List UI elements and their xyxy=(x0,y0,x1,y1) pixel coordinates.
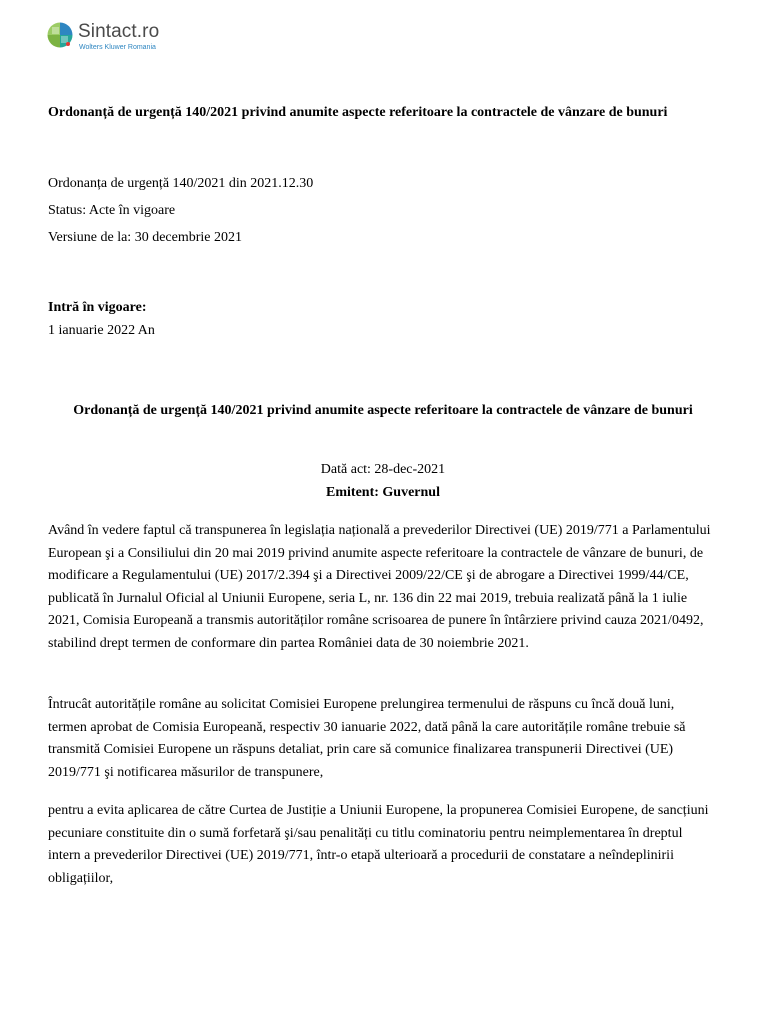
effective-date-section xyxy=(48,297,708,342)
document-title: Ordonanță de urgență 140/2021 privind anumite aspecte referitoare la contractele de vânzare de bunuri xyxy=(48,105,668,120)
act-heading: Ordonanță de urgență 140/2021 privind anumite aspecte referitoare la contractele de vânzare de bunuri xyxy=(73,403,693,418)
effective-date-value: 1 ianuarie 2022 An xyxy=(48,322,155,338)
sintact-logo[interactable] xyxy=(47,22,159,51)
logo-subtitle: Wolters Kluwer Romania xyxy=(79,44,156,51)
document-meta xyxy=(48,173,708,254)
act-status: Status: Acte în vigoare xyxy=(48,203,176,218)
effective-date-label: Intră în vigoare: xyxy=(48,300,147,315)
act-date: Dată act: 28-dec-2021 xyxy=(320,462,446,477)
act-reference: Ordonanța de urgență 140/2021 din 2021.12.30 xyxy=(48,176,314,191)
sintact-logo-icon xyxy=(47,22,73,48)
act-info xyxy=(48,459,718,504)
body-paragraph: pentru a evita aplicarea de către Curtea de Justiție a Uniunii Europene, la propunerea Comisiei Europene, de sancțiuni pecuniare constituite din o sumă forfetară şi/sau penalități cu titlu cominatoriu pentru neimplementarea în dreptul intern a prevederilor Directivei (UE) 2019/771, într-o etapă ulterioară a procedurii de constatare a neîndeplinirii obligațiilor, xyxy=(48,803,709,886)
logo-title: Sintact.ro xyxy=(78,21,160,42)
body-paragraph: Având în vedere faptul că transpunerea în legislația națională a prevederilor Directivei (UE) 2019/771 a Parlamentului European şi a Consiliului din 20 mai 2019 privind anumite aspecte referitoare la contractele de vânzare de bunuri, de modificare a Regulamentului (UE) 2017/2.394 şi a Directivei 2009/22/CE şi de abrogare a Directivei 1999/44/CE, publicată în Jurnalul Oficial al Uniunii Europene, seria L, nr. 136 din 22 mai 2019, trebuia realizată până la 1 iulie 2021, Comisia Europeană a transmis autorităților române scrisoarea de punere în întârziere privind cauza 2021/0492, stabilind drept termen de conformare din partea României data de 30 noiembrie 2021. xyxy=(48,523,711,651)
act-version: Versiune de la: 30 decembrie 2021 xyxy=(48,230,242,245)
body-paragraph: Întrucât autoritățile române au solicitat Comisiei Europene prelungirea termenului de răspuns cu încă două luni, termen aprobat de Comisia Europeană, respectiv 30 ianuarie 2022, dată până la care autoritățile române trebuie să transmită Comisiei Europene un răspuns detaliat, prin care să comunice finalizarea transpunerii Directivei (UE) 2019/771 şi notificarea măsurilor de transpunere, xyxy=(48,697,686,780)
act-issuer: Emitent: Guvernul xyxy=(326,484,440,500)
